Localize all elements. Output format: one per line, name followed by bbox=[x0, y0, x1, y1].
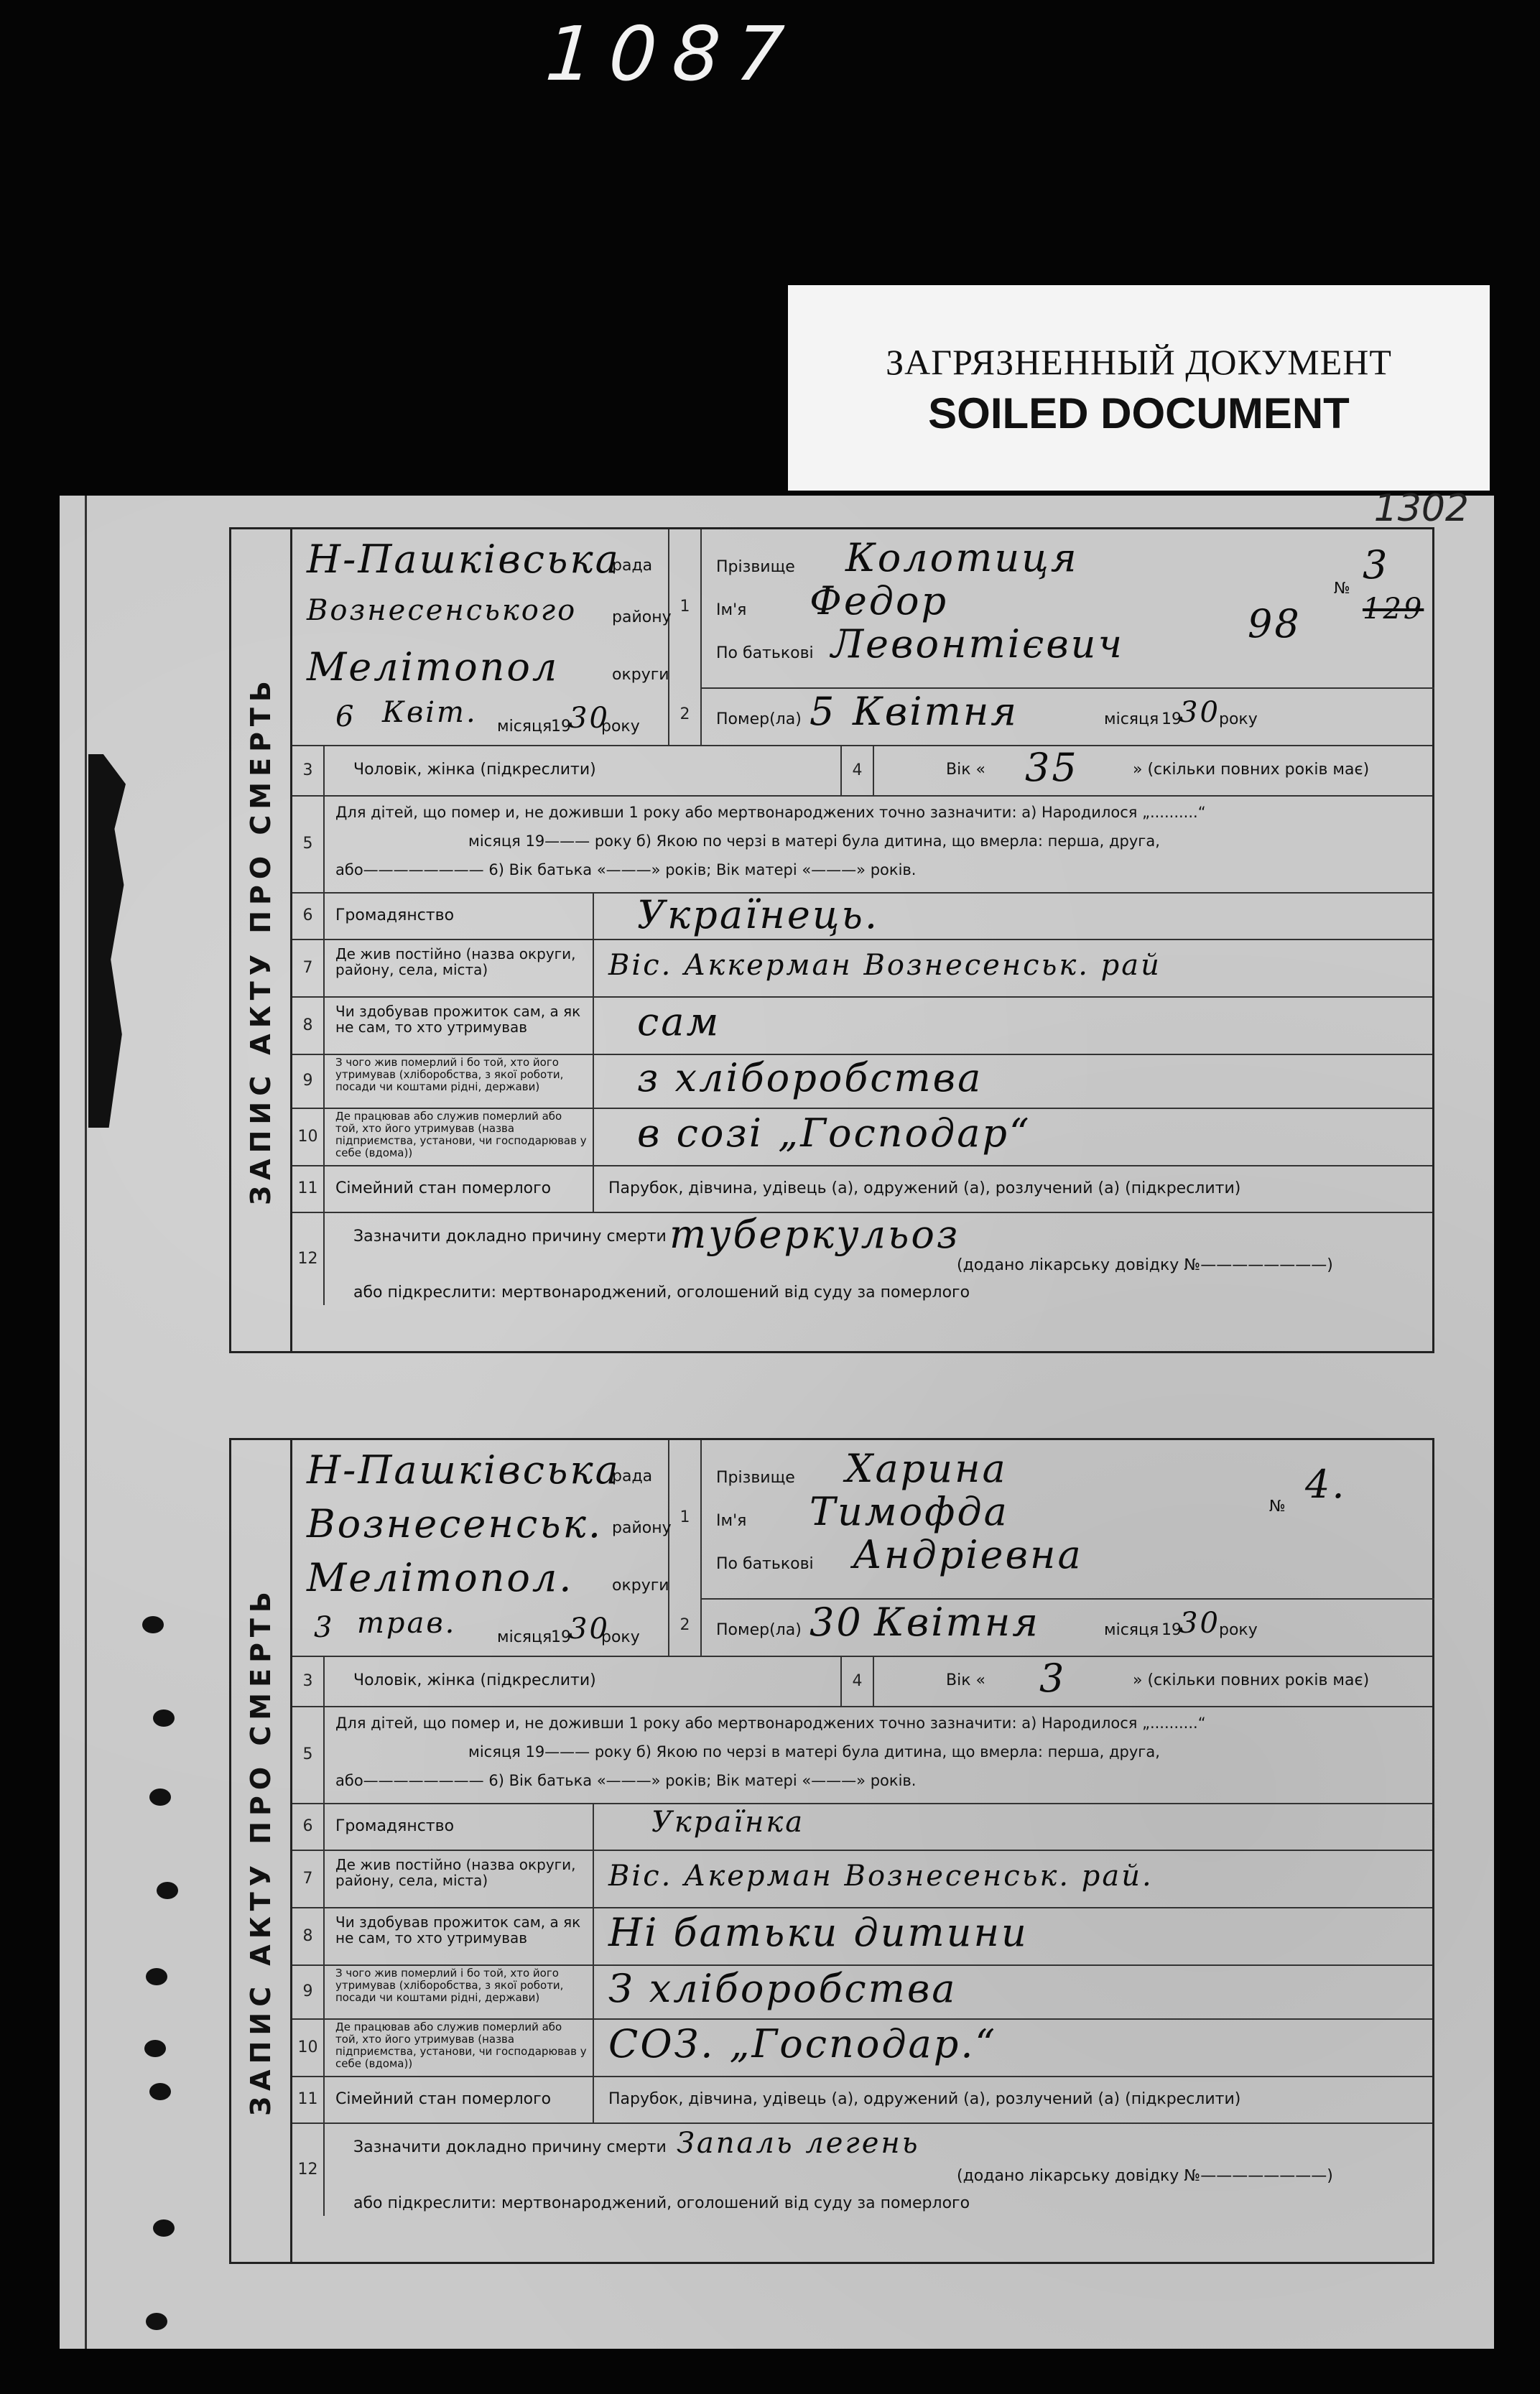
row-number-3: 3 bbox=[292, 1656, 325, 1706]
row-number-11: 11 bbox=[292, 1165, 325, 1212]
row-number-11: 11 bbox=[292, 2076, 325, 2122]
row-3-4 bbox=[292, 1656, 1432, 1707]
patronymic-label: По батькові bbox=[716, 1555, 814, 1573]
age-cell bbox=[874, 745, 1434, 795]
okruha-label: округи bbox=[612, 1577, 669, 1595]
surname-label: Прізвище bbox=[716, 558, 795, 576]
film-frame-number: 1087 bbox=[542, 10, 802, 98]
row-number-8: 8 bbox=[292, 1907, 325, 1964]
row-8 bbox=[292, 996, 1432, 1055]
register-page bbox=[60, 487, 1494, 2349]
name-label: Ім'я bbox=[716, 601, 747, 619]
surname-value: Харина bbox=[845, 1446, 1008, 1491]
surname-label: Прізвище bbox=[716, 1469, 795, 1487]
row-8 bbox=[292, 1907, 1432, 1966]
work-value-cell bbox=[594, 2018, 1434, 2076]
record-side-title: ЗАПИС АКТУ ПРО СМЕРТЬ bbox=[229, 1438, 292, 2264]
marital-options: Парубок, дівчина, удівець (а), одружений (а), розлучений (а) (підкреслити) bbox=[608, 1179, 1241, 1197]
raion-value: Вознесенського bbox=[307, 594, 578, 627]
death-record-2 bbox=[229, 1438, 1434, 2264]
person-name-cell bbox=[702, 529, 1434, 745]
row-12 bbox=[292, 1212, 1432, 1305]
year19-label: 19 bbox=[551, 718, 571, 736]
work-value: СОЗ. „Господар.“ bbox=[608, 2021, 998, 2066]
row-number-6: 6 bbox=[292, 892, 325, 939]
reg-year: 30 bbox=[569, 702, 610, 735]
citizenship-value-cell bbox=[594, 1803, 1434, 1850]
row-11 bbox=[292, 2076, 1432, 2124]
age-value: 35 bbox=[1025, 745, 1079, 790]
row-number-7: 7 bbox=[292, 939, 325, 996]
rada-value: Н-Пашківська bbox=[307, 537, 621, 582]
row-6 bbox=[292, 1803, 1432, 1851]
page-number: 1302 bbox=[1373, 487, 1469, 530]
sex-cell: Чоловік, жінка (підкреслити) bbox=[325, 745, 842, 795]
age-suffix: » (скільки повних років має) bbox=[1133, 761, 1370, 779]
death-year19: 19 bbox=[1161, 1621, 1182, 1639]
year19-label: 19 bbox=[551, 1628, 571, 1646]
name-value: Тимофда bbox=[810, 1489, 1009, 1534]
reg-month: Квіт. bbox=[382, 696, 478, 729]
death-record-1 bbox=[229, 527, 1434, 1353]
soiled-label-english: SOILED DOCUMENT bbox=[928, 389, 1350, 437]
source-value: З хліборобства bbox=[608, 1966, 957, 2011]
source-label-cell: З чого жив померлий і бо той, хто його утримував (хліборобства, з якої роботи, посади чи коштами рідні, держави) bbox=[325, 1964, 594, 2018]
row-number-10: 10 bbox=[292, 2018, 325, 2076]
rada-label: рада bbox=[612, 1467, 653, 1485]
death-day: 30 bbox=[810, 1600, 863, 1645]
raion-label: району bbox=[612, 1519, 672, 1537]
raion-value: Вознесенськ. bbox=[307, 1501, 603, 1546]
death-month: Квітня bbox=[853, 689, 1019, 734]
death-year19: 19 bbox=[1161, 710, 1182, 728]
livelihood-value: Ні батьки дитини bbox=[608, 1910, 1029, 1955]
livelihood-value-cell bbox=[594, 996, 1434, 1054]
row-6 bbox=[292, 892, 1432, 940]
row-number-1-2: 1 2 bbox=[669, 529, 702, 745]
header-block bbox=[292, 529, 1432, 746]
child-info-cell: Для дітей, що помер и, не доживши 1 року або мертвонароджених точно зазначити: а) Народилося „..........“ місяця 19——— року б) Якою по черзі в матері була дитина, що вмерла: перша, друга, або———————— 6) Вік батька «———» років; Вік матері «———» років. bbox=[335, 804, 1206, 878]
torn-edge bbox=[88, 754, 126, 1128]
citizenship-value: Українець. bbox=[637, 892, 880, 937]
marital-options-cell bbox=[594, 1165, 1434, 1212]
residence-value: Віс. Аккерман Вознесенськ. рай bbox=[608, 949, 1161, 982]
patronymic-value: Левонтієвич bbox=[831, 621, 1125, 667]
row-number-10: 10 bbox=[292, 1108, 325, 1165]
row-number-3: 3 bbox=[292, 745, 325, 795]
record-number-old: 129 bbox=[1363, 593, 1424, 626]
death-month: Квітня bbox=[874, 1600, 1041, 1645]
raion-label: району bbox=[612, 608, 672, 626]
livelihood-label-cell: Чи здобував прожиток сам, а як не сам, то хто утримував bbox=[325, 1907, 594, 1964]
age-value: 3 bbox=[1039, 1656, 1067, 1701]
record-grid bbox=[292, 1438, 1434, 2264]
residence-value-cell bbox=[594, 1850, 1434, 1907]
cause-value: туберкульоз bbox=[669, 1212, 960, 1257]
source-value-cell bbox=[594, 1054, 1434, 1108]
misiatsia-label: місяця bbox=[497, 1628, 552, 1646]
residence-value-cell bbox=[594, 939, 1434, 996]
punch-hole bbox=[149, 2083, 171, 2100]
age-cell bbox=[874, 1656, 1434, 1706]
death-roku: року bbox=[1219, 710, 1258, 728]
cause-cell: Зазначити докладно причину смерти туберкульоз (додано лікарську довідку №————————) або підкреслити: мертвонароджений, оголошений від суду за померлого bbox=[353, 1212, 1333, 1302]
registry-place-cell bbox=[292, 1440, 672, 1656]
margin-line bbox=[85, 496, 87, 2349]
row-number-9: 9 bbox=[292, 1964, 325, 2018]
row-9 bbox=[292, 1964, 1432, 2020]
residence-label-cell: Де жив постійно (назва округи, району, села, міста) bbox=[325, 939, 594, 996]
row-9 bbox=[292, 1054, 1432, 1109]
row-5 bbox=[292, 795, 1432, 894]
citizenship-label-cell: Громадянство bbox=[325, 1803, 594, 1850]
rada-value: Н-Пашківська bbox=[307, 1447, 621, 1493]
death-roku: року bbox=[1219, 1621, 1258, 1639]
cause-value: Запаль легень bbox=[677, 2127, 920, 2160]
punch-hole bbox=[146, 1968, 167, 1985]
patronymic-value: Андріевна bbox=[853, 1532, 1083, 1577]
punch-hole bbox=[144, 2040, 166, 2057]
margin-number: 98 bbox=[1248, 601, 1302, 646]
misiatsia-label: місяця bbox=[497, 718, 552, 736]
record-number-value: 3 bbox=[1363, 542, 1390, 588]
row-number-5: 5 bbox=[292, 795, 325, 892]
death-label: Помер(ла) bbox=[716, 1621, 802, 1639]
row-number-7: 7 bbox=[292, 1850, 325, 1907]
okruha-label: округи bbox=[612, 666, 669, 684]
reg-year: 30 bbox=[569, 1613, 610, 1646]
row-number-12: 12 bbox=[292, 2122, 325, 2216]
death-misiatsia: місяця bbox=[1104, 710, 1159, 728]
punch-hole bbox=[149, 1788, 171, 1806]
age-label: Вік « bbox=[946, 1671, 985, 1689]
name-value: Федор bbox=[810, 578, 949, 623]
child-info-cell: Для дітей, що помер и, не доживши 1 року або мертвонароджених точно зазначити: а) Народилося „..........“ місяця 19——— року б) Якою по черзі в матері була дитина, що вмерла: перша, друга, або———————— 6) Вік батька «———» років; Вік матері «———» років. bbox=[335, 1715, 1206, 1789]
reg-month: трав. bbox=[357, 1607, 457, 1640]
death-misiatsia: місяця bbox=[1104, 1621, 1159, 1639]
row-number-8: 8 bbox=[292, 996, 325, 1054]
row-number-6: 6 bbox=[292, 1803, 325, 1850]
row-11 bbox=[292, 1165, 1432, 1213]
name-label: Ім'я bbox=[716, 1512, 747, 1530]
work-label-cell: Де працював або служив померлий або той, хто його утримував (назва підприємства, установи, чи господарював у себе (вдома)) bbox=[325, 1108, 594, 1165]
residence-value: Віс. Акерман Вознесенськ. рай. bbox=[608, 1860, 1154, 1893]
okruha-value: Мелітопол. bbox=[307, 1555, 574, 1600]
livelihood-label-cell: Чи здобував прожиток сам, а як не сам, то хто утримував bbox=[325, 996, 594, 1054]
sex-cell: Чоловік, жінка (підкреслити) bbox=[325, 1656, 842, 1706]
row-10 bbox=[292, 2018, 1432, 2077]
source-value: з хліборобства bbox=[637, 1055, 983, 1100]
row-7 bbox=[292, 1850, 1432, 1908]
livelihood-value: сам bbox=[637, 999, 721, 1044]
row-number-4: 4 bbox=[842, 1656, 874, 1706]
row-number-12: 12 bbox=[292, 1212, 325, 1305]
marital-options-cell bbox=[594, 2076, 1434, 2122]
surname-value: Колотиця bbox=[845, 535, 1079, 580]
age-label: Вік « bbox=[946, 761, 985, 779]
source-label-cell: З чого жив померлий і бо той, хто його утримував (хліборобства, з якої роботи, посади чи коштами рідні, держави) bbox=[325, 1054, 594, 1108]
punch-hole bbox=[157, 1882, 178, 1899]
row-number-1-2: 1 2 bbox=[669, 1440, 702, 1656]
marital-options: Парубок, дівчина, удівець (а), одружений (а), розлучений (а) (підкреслити) bbox=[608, 2090, 1241, 2108]
person-name-cell bbox=[702, 1440, 1434, 1656]
death-date-row bbox=[702, 1598, 1434, 1657]
reg-day: 6 bbox=[335, 700, 356, 733]
livelihood-value-cell bbox=[594, 1907, 1434, 1964]
cause-cell: Зазначити докладно причину смерти Запаль легень (додано лікарську довідку №————————) або підкреслити: мертвонароджений, оголошений від суду за померлого bbox=[353, 2127, 1333, 2212]
punch-hole bbox=[153, 2219, 175, 2237]
death-label: Помер(ла) bbox=[716, 710, 802, 728]
death-date-row bbox=[702, 687, 1434, 746]
rada-label: рада bbox=[612, 557, 653, 575]
record-number-label: № bbox=[1334, 580, 1350, 598]
soiled-document-label bbox=[788, 285, 1490, 491]
record-grid bbox=[292, 527, 1434, 1353]
residence-label-cell: Де жив постійно (назва округи, району, села, міста) bbox=[325, 1850, 594, 1907]
death-year: 30 bbox=[1179, 696, 1220, 729]
citizenship-label-cell: Громадянство bbox=[325, 892, 594, 939]
punch-hole bbox=[153, 1709, 175, 1727]
reg-day: 3 bbox=[314, 1611, 335, 1644]
punch-hole bbox=[146, 2313, 167, 2330]
row-number-9: 9 bbox=[292, 1054, 325, 1108]
row-number-4: 4 bbox=[842, 745, 874, 795]
source-value-cell bbox=[594, 1964, 1434, 2018]
record-number-label: № bbox=[1269, 1498, 1286, 1516]
record-number-value: 4. bbox=[1305, 1462, 1347, 1507]
death-day: 5 bbox=[810, 689, 837, 734]
marital-label-cell: Сімейний стан померлого bbox=[325, 1165, 594, 1212]
row-5 bbox=[292, 1706, 1432, 1804]
work-value: в созі „Господар“ bbox=[637, 1110, 1031, 1156]
punch-hole bbox=[142, 1616, 164, 1633]
citizenship-value-cell bbox=[594, 892, 1434, 939]
row-12 bbox=[292, 2122, 1432, 2216]
registry-place-cell bbox=[292, 529, 672, 745]
age-suffix: » (скільки повних років має) bbox=[1133, 1671, 1370, 1689]
row-3-4 bbox=[292, 745, 1432, 797]
marital-label-cell: Сімейний стан померлого bbox=[325, 2076, 594, 2122]
patronymic-label: По батькові bbox=[716, 644, 814, 662]
citizenship-value: Українка bbox=[651, 1806, 805, 1839]
record-side-title: ЗАПИС АКТУ ПРО СМЕРТЬ bbox=[229, 527, 292, 1353]
header-block bbox=[292, 1440, 1432, 1657]
okruha-value: Мелітопол bbox=[307, 644, 560, 690]
row-number-5: 5 bbox=[292, 1706, 325, 1803]
row-7 bbox=[292, 939, 1432, 998]
death-year: 30 bbox=[1179, 1607, 1220, 1640]
work-label-cell: Де працював або служив померлий або той, хто його утримував (назва підприємства, установи, чи господарював у себе (вдома)) bbox=[325, 2018, 594, 2076]
row-10 bbox=[292, 1108, 1432, 1166]
roku-label: року bbox=[601, 718, 640, 736]
work-value-cell bbox=[594, 1108, 1434, 1165]
roku-label: року bbox=[601, 1628, 640, 1646]
soiled-label-russian: ЗАГРЯЗНЕННЫЙ ДОКУМЕНТ bbox=[886, 342, 1392, 382]
